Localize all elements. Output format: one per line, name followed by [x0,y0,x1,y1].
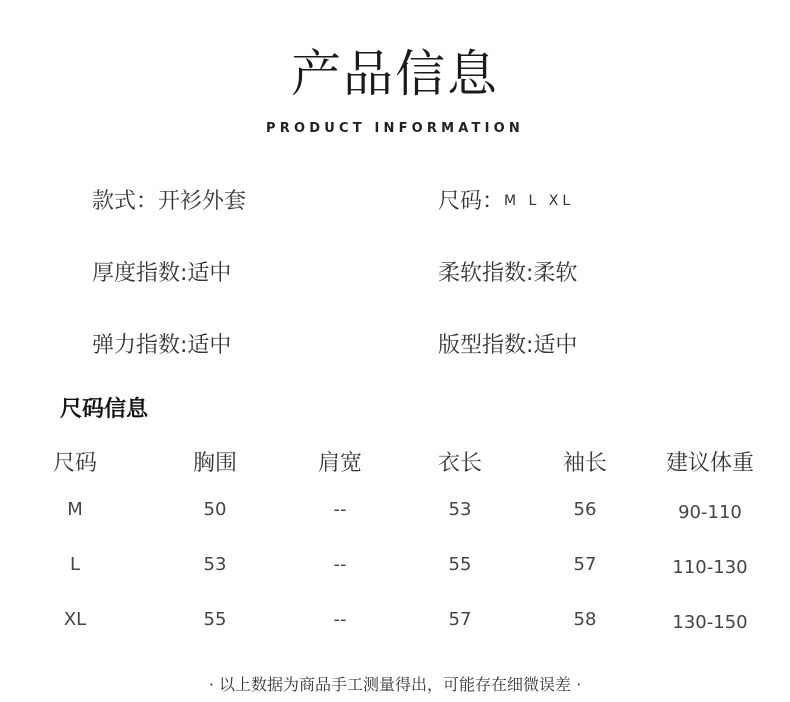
table-cell: L [69,554,81,575]
attr-elasticity: 弹力指数:适中 [92,333,232,358]
attr-style-label: 款式： [92,189,159,214]
attr-style-value: 开衫外套 [158,189,247,214]
attr-thickness: 厚度指数:适中 [92,261,232,286]
table-cell: 55 [203,609,227,630]
header-size: 尺码 [52,451,97,476]
attr-style [92,184,246,215]
table-cell: 50 [203,499,227,520]
table-cell: 58 [573,609,597,630]
attr-size-value: M L XL [504,193,575,209]
table-cell: -- [333,554,347,575]
header-sleeve: 袖长 [562,451,607,476]
table-cell: 57 [448,609,472,630]
table-cell: 53 [448,499,472,520]
header-chest: 胸围 [192,451,237,476]
table-cell: -- [333,609,347,630]
attr-size-label: 尺码： [438,189,505,214]
page-title: 产品信息 [291,45,499,103]
table-cell: 130-150 [672,612,748,633]
attr-fit: 版型指数:适中 [438,333,578,358]
table-cell: -- [333,499,347,520]
table-cell: 55 [448,554,472,575]
header-shoulder: 肩宽 [317,451,362,476]
size-table-title: 尺码信息 [60,397,149,422]
table-cell: XL [63,609,87,630]
table-cell: 90-110 [678,502,742,523]
header-length: 衣长 [437,451,482,476]
table-cell: 56 [573,499,597,520]
table-cell: M [67,499,83,520]
table-cell: 53 [203,554,227,575]
table-cell: 110-130 [672,557,748,578]
measurement-footnote: · 以上数据为商品手工测量得出，可能存在细微误差 · [208,675,582,694]
attr-softness: 柔软指数:柔软 [438,261,578,286]
table-cell: 57 [573,554,597,575]
header-weight: 建议体重 [665,451,754,476]
attr-size [438,184,574,215]
page-subtitle: PRODUCT INFORMATION [266,121,524,136]
